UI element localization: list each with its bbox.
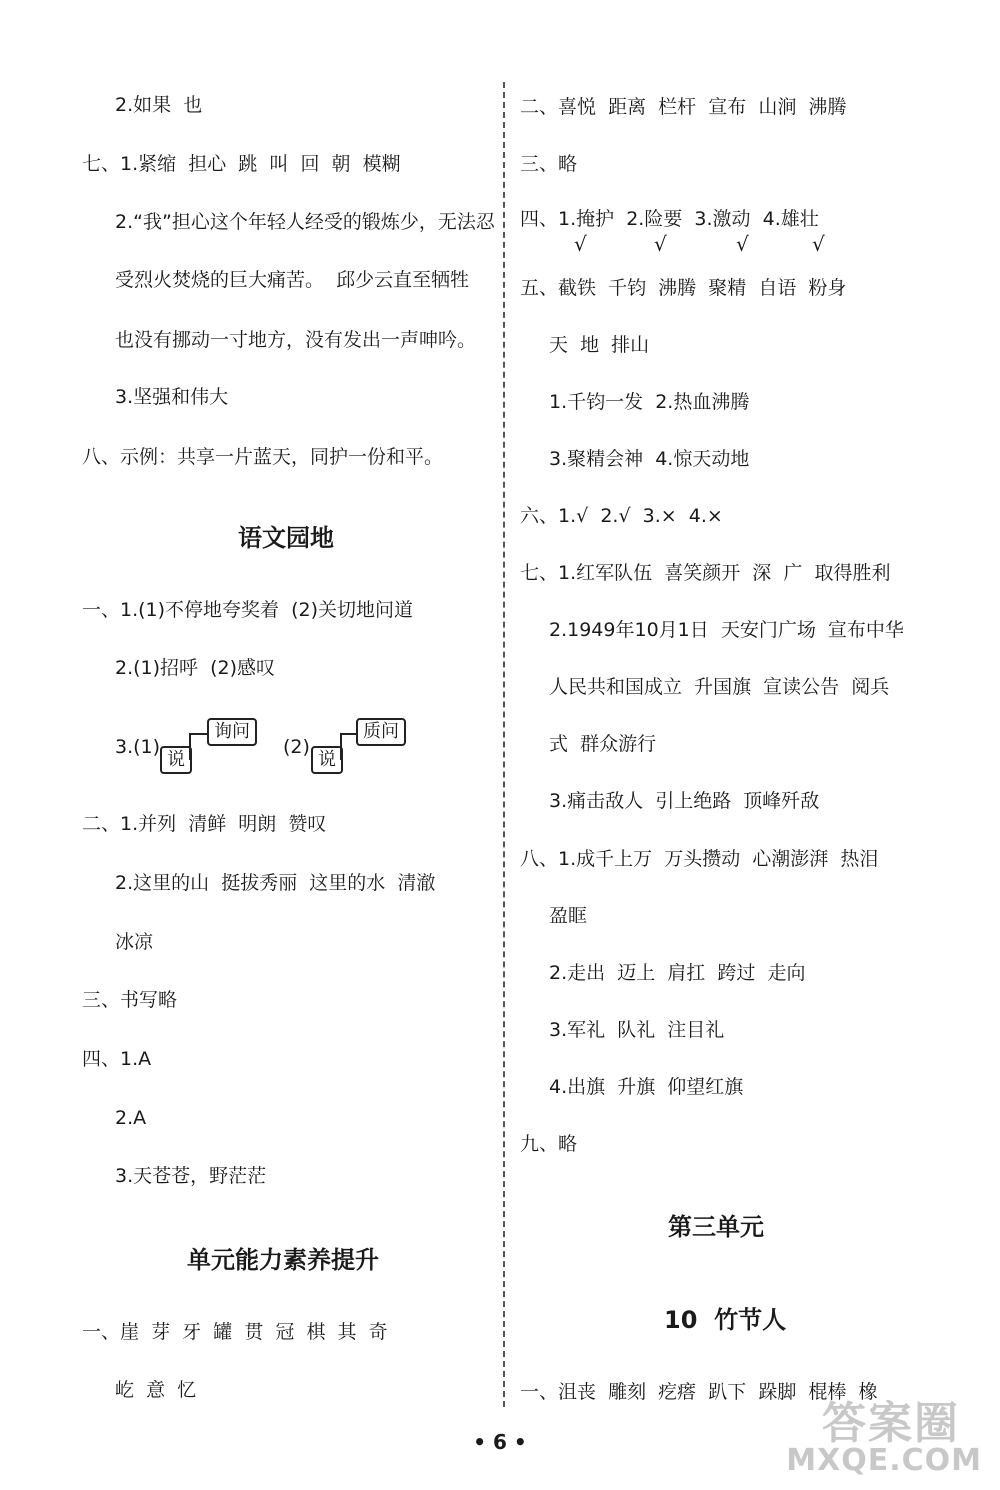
- answer-line: 九、略: [520, 1133, 578, 1155]
- answer-line: 五、截铁 千钧 沸腾 聚精 自语 粉身: [520, 277, 847, 299]
- word-box: 说: [160, 746, 192, 774]
- answer-line: 也没有挪动一寸地方，没有发出一声呻吟。: [115, 329, 477, 351]
- word-box: 质问: [356, 718, 406, 746]
- column-divider: [503, 82, 505, 1407]
- answer-line: 七、1.红军队伍 喜笑颜开 深 广 取得胜利: [520, 562, 891, 584]
- answer-line: 四、1.A: [82, 1048, 152, 1070]
- answer-line: 3.聚精会神 4.惊天动地: [549, 448, 750, 470]
- check-mark: √: [654, 232, 667, 256]
- answer-line: 冰凉: [115, 931, 154, 953]
- section-title: 单元能力素养提升: [187, 1246, 379, 1274]
- answer-line: 2.1949年10月1日 天安门广场 宣布中华: [549, 619, 904, 641]
- answer-line: 式 群众游行: [549, 733, 657, 755]
- answer-line: 3.痛击敌人 引上绝路 顶峰歼敌: [549, 790, 820, 812]
- answer-line: 3.坚强和伟大: [115, 386, 229, 408]
- answer-line: 2.走出 迈上 肩扛 跨过 走向: [549, 962, 806, 984]
- check-mark: √: [574, 232, 587, 256]
- answer-line: 4.出旗 升旗 仰望红旗: [549, 1076, 744, 1098]
- answer-line: 天 地 排山: [549, 334, 650, 356]
- answer-line: 2.(1)招呼 (2)感叹: [115, 657, 276, 679]
- section-title: 语文园地: [238, 524, 334, 552]
- check-mark: √: [736, 232, 749, 256]
- answer-line: 盈眶: [549, 905, 588, 927]
- answer-line: 2.这里的山 挺拔秀丽 这里的水 清澈: [115, 872, 436, 894]
- answer-line: 八、1.成千上万 万头攒动 心潮澎湃 热泪: [520, 848, 879, 870]
- section-title: 10 竹节人: [664, 1306, 787, 1334]
- answer-line: 2.A: [115, 1107, 147, 1129]
- answer-line: 2.如果 也: [115, 94, 203, 116]
- answer-line: 人民共和国成立 升国旗 宣读公告 阅兵: [549, 676, 890, 698]
- word-box: 说: [311, 746, 343, 774]
- section-title: 第三单元: [668, 1213, 764, 1241]
- answer-line: 六、1.√ 2.√ 3.× 4.×: [520, 505, 723, 527]
- page-number: • 6 •: [473, 1430, 527, 1454]
- watermark-text: 答案圈: [822, 1398, 960, 1449]
- answer-line: 八、示例：共享一片蓝天，同护一份和平。: [82, 446, 444, 468]
- answer-line: 受烈火焚烧的巨大痛苦。 邱少云直至牺牲: [115, 269, 470, 291]
- answer-line: 四、1.掩护 2.险要 3.激动 4.雄壮: [520, 208, 819, 230]
- answer-line: 三、略: [520, 153, 578, 175]
- watermark-url: MXQE.COM: [786, 1443, 982, 1478]
- answer-line: 二、喜悦 距离 栏杆 宣布 山涧 沸腾: [520, 96, 847, 118]
- answer-line: 3.军礼 队礼 注目礼: [549, 1019, 725, 1041]
- check-mark: √: [812, 232, 825, 256]
- answer-line: 一、1.(1)不停地夸奖着 (2)关切地问道: [82, 599, 414, 621]
- answer-line: 屹 意 忆: [115, 1379, 197, 1401]
- answer-line: 一、崖 芽 牙 罐 贯 冠 棋 其 奇: [82, 1321, 388, 1343]
- answer-line: 3.天苍苍，野茫茫: [115, 1165, 267, 1187]
- answer-line: (2): [283, 736, 310, 758]
- answer-line: 2.“我”担心这个年轻人经受的锻炼少，无法忍: [115, 211, 495, 233]
- answer-line: 七、1.紧缩 担心 跳 叫 回 朝 模糊: [82, 153, 401, 175]
- answer-line: 3.(1): [115, 736, 161, 758]
- answer-line: 一、沮丧 雕刻 疙瘩 趴下 跺脚 棍棒 橡: [520, 1381, 878, 1403]
- watermark-logo: [786, 1387, 982, 1482]
- answer-line: 三、书写略: [82, 989, 178, 1011]
- answer-line: 二、1.并列 清鲜 明朗 赞叹: [82, 813, 327, 835]
- word-box: 询问: [207, 718, 257, 746]
- answer-line: 1.千钧一发 2.热血沸腾: [549, 391, 750, 413]
